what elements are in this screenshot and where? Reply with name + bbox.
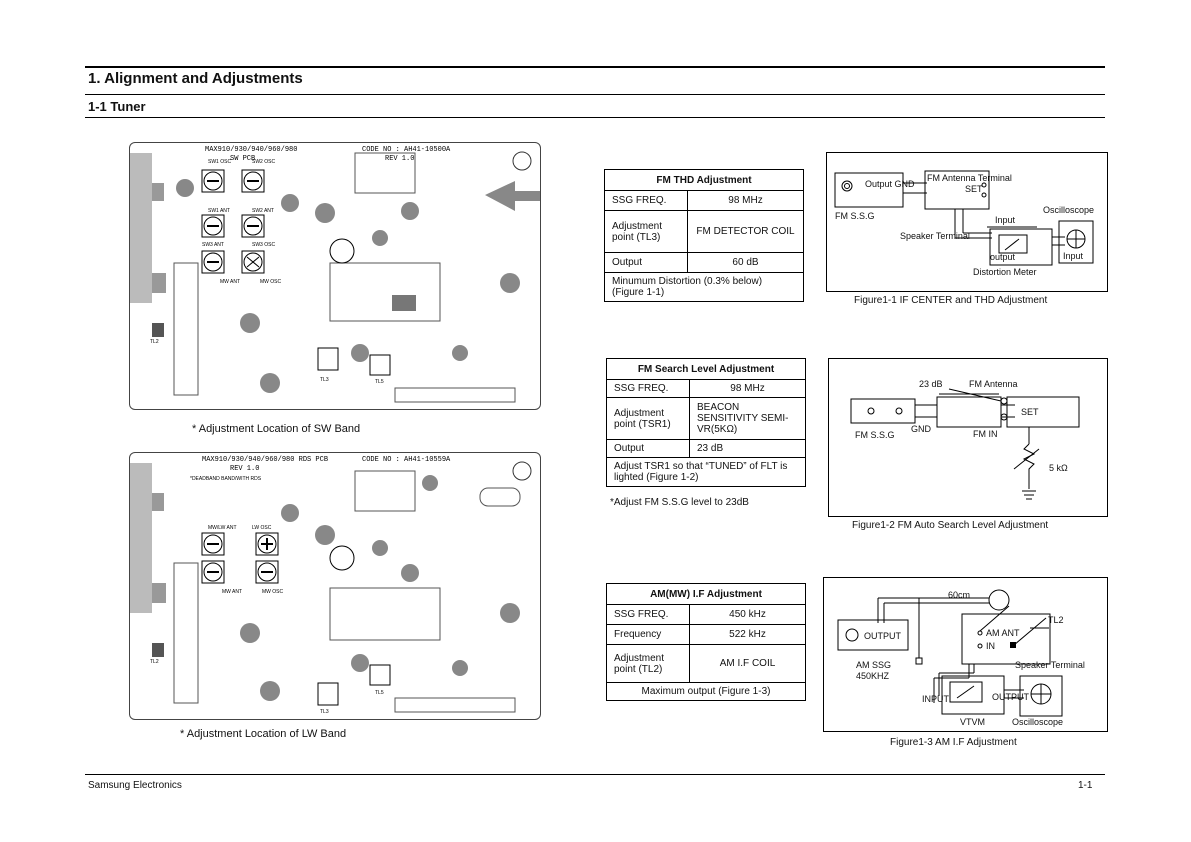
set-box — [1007, 397, 1079, 427]
row-value: 450 kHz — [690, 605, 806, 625]
table-title: FM Search Level Adjustment — [607, 359, 806, 380]
speaker-terminal-label: Speaker Terminal — [900, 231, 970, 241]
page-title: 1. Alignment and Adjustments — [88, 70, 303, 87]
coil-label: SW1 ANT — [208, 208, 230, 214]
lw-board-drawing — [130, 453, 540, 719]
coil-label: SW2 OSC — [252, 159, 276, 165]
sw-board-drawing — [130, 143, 540, 409]
tl-label: TL3 — [320, 377, 329, 383]
output-label: OUTPUT — [864, 631, 901, 641]
row-label: SSG FREQ. — [607, 380, 690, 398]
resistor-label: 5 kΩ — [1049, 463, 1068, 473]
footer-page-number: 1-1 — [1078, 780, 1093, 791]
coil-label: SW3 ANT — [202, 242, 224, 248]
row-label: Output — [605, 253, 688, 273]
sw-caption: * Adjustment Location of SW Band — [192, 423, 361, 435]
am-ssg-label: AM SSG — [856, 660, 892, 670]
board-edge-connector — [130, 463, 152, 613]
oscilloscope-label: Oscilloscope — [1012, 717, 1064, 727]
set-label: SET — [965, 184, 983, 194]
am-freq-label: 450KHZ — [856, 671, 890, 681]
coil-label: MW ANT — [222, 589, 242, 595]
table-footer: Adjust TSR1 so that “TUNED” of FLT is lighted (Figure 1-2) — [607, 458, 806, 487]
tl-label: TL2 — [150, 339, 159, 345]
fm-thd-table — [604, 169, 804, 302]
coil-label: LW OSC — [252, 525, 272, 531]
am-if-table — [606, 583, 806, 701]
footer-company: Samsung Electronics — [88, 780, 182, 791]
table-footer: Minumum Distortion (0.3% below) (Figure 1-1) — [605, 273, 804, 302]
tl-label: TL5 — [375, 379, 384, 385]
figure-1-1 — [826, 152, 1108, 292]
row-value: 98 MHz — [688, 191, 804, 211]
fm-ssg-label: FM S.S.G — [855, 430, 895, 440]
coil-label: SW2 ANT — [252, 208, 274, 214]
lw-band-board — [129, 452, 541, 720]
row-value: BEACON SENSITIVITY SEMI-VR(5KΩ) — [690, 398, 806, 440]
section-rule — [85, 117, 1105, 118]
fm-search-table — [606, 358, 806, 487]
lw-code-text: CODE NO : AH41-10559A — [362, 456, 451, 464]
vtvm-label: VTVM — [960, 717, 986, 727]
title-rule — [85, 94, 1105, 95]
table-title: FM THD Adjustment — [605, 170, 804, 191]
row-value: 522 kHz — [690, 625, 806, 645]
figure-1-3 — [823, 577, 1108, 732]
set-label: SET — [1021, 407, 1039, 417]
tl2-label: TL2 — [1048, 615, 1064, 625]
sw-model-text: MAX910/930/940/960/980 — [205, 146, 298, 154]
distortion-meter-label: Distortion Meter — [973, 267, 1037, 277]
output-gnd-label: Output GND — [865, 179, 915, 189]
row-label: Adjustment point (TSR1) — [607, 398, 690, 440]
input-label: Input — [995, 215, 1016, 225]
coil-label: SW1 OSC — [208, 159, 232, 165]
lw-model-text: MAX910/930/940/960/980 RDS PCB — [202, 456, 329, 464]
board-edge-connector — [130, 153, 152, 303]
fm-ssg-box — [851, 399, 915, 423]
coil-label: MW ANT — [220, 279, 240, 285]
loop-antenna — [989, 590, 1009, 610]
figure-1-1-caption: Figure1-1 IF CENTER and THD Adjustment — [854, 295, 1048, 306]
in-label: IN — [986, 641, 995, 651]
row-label: SSG FREQ. — [605, 191, 688, 211]
row-value: 23 dB — [690, 440, 806, 458]
arrow-mark — [485, 181, 540, 211]
row-value: FM DETECTOR COIL — [688, 211, 804, 253]
sw-sub-text: SW PCB — [230, 155, 256, 163]
figure-1-3-caption: Figure1-3 AM I.F Adjustment — [890, 737, 1017, 748]
fm-search-note: *Adjust FM S.S.G level to 23dB — [610, 497, 749, 508]
row-label: Adjustment point (TL2) — [607, 645, 690, 683]
output-small-label: output — [990, 252, 1016, 262]
lw-sub-text: REV 1.0 — [230, 465, 260, 473]
figure-1-2-caption: Figure1-2 FM Auto Search Level Adjustment — [852, 520, 1049, 531]
distance-label: 60cm — [948, 590, 971, 600]
osc-input-label: Input — [1063, 251, 1084, 261]
lw-caption: * Adjustment Location of LW Band — [180, 728, 347, 740]
coil-label: MW OSC — [262, 589, 284, 595]
sw-adjust-coils — [202, 159, 281, 285]
row-label: Frequency — [607, 625, 690, 645]
footer-rule — [85, 774, 1105, 775]
vtvm-output-label: OUTPUT — [992, 692, 1029, 702]
row-value: 60 dB — [688, 253, 804, 273]
am-ant-label: AM ANT — [986, 628, 1020, 638]
fm-ssg-label: FM S.S.G — [835, 211, 875, 221]
sw-code-text: CODE NO : AH41-10500A — [362, 146, 451, 154]
fm-antenna-terminal-label: FM Antenna Terminal — [927, 173, 1012, 183]
sw-band-board — [129, 142, 541, 410]
row-label: SSG FREQ. — [607, 605, 690, 625]
coil-label: SW3 OSC — [252, 242, 276, 248]
table-footer: Maximum output (Figure 1-3) — [607, 683, 806, 701]
set-box — [962, 614, 1050, 664]
db-label: 23 dB — [919, 379, 943, 389]
row-label: Adjustment point (TL3) — [605, 211, 688, 253]
sw-rev-text: REV 1.0 — [385, 155, 415, 163]
section-title: 1-1 Tuner — [88, 99, 146, 114]
row-value: 98 MHz — [690, 380, 806, 398]
tl-label: TL3 — [320, 709, 329, 715]
lw-band-text: *DEADBAND BAND/WITH RDS — [190, 476, 262, 482]
coil-label: MW OSC — [260, 279, 282, 285]
table-title: AM(MW) I.F Adjustment — [607, 584, 806, 605]
gnd-label: GND — [911, 424, 931, 434]
figure-1-2 — [828, 358, 1108, 517]
coil-label: MW/LW ANT — [208, 525, 237, 531]
lw-adjust-coils — [202, 525, 283, 595]
fm-in-label: FM IN — [973, 429, 998, 439]
vtvm-input-label: INPUT — [922, 694, 949, 704]
top-rule — [85, 66, 1105, 68]
fm-antenna-label: FM Antenna — [969, 379, 1018, 389]
tl-label: TL2 — [150, 659, 159, 665]
tl-label: TL5 — [375, 690, 384, 696]
speaker-terminal-label: Speaker Terminal — [1015, 660, 1085, 670]
row-label: Output — [607, 440, 690, 458]
oscilloscope-label: Oscilloscope — [1043, 205, 1095, 215]
row-value: AM I.F COIL — [690, 645, 806, 683]
